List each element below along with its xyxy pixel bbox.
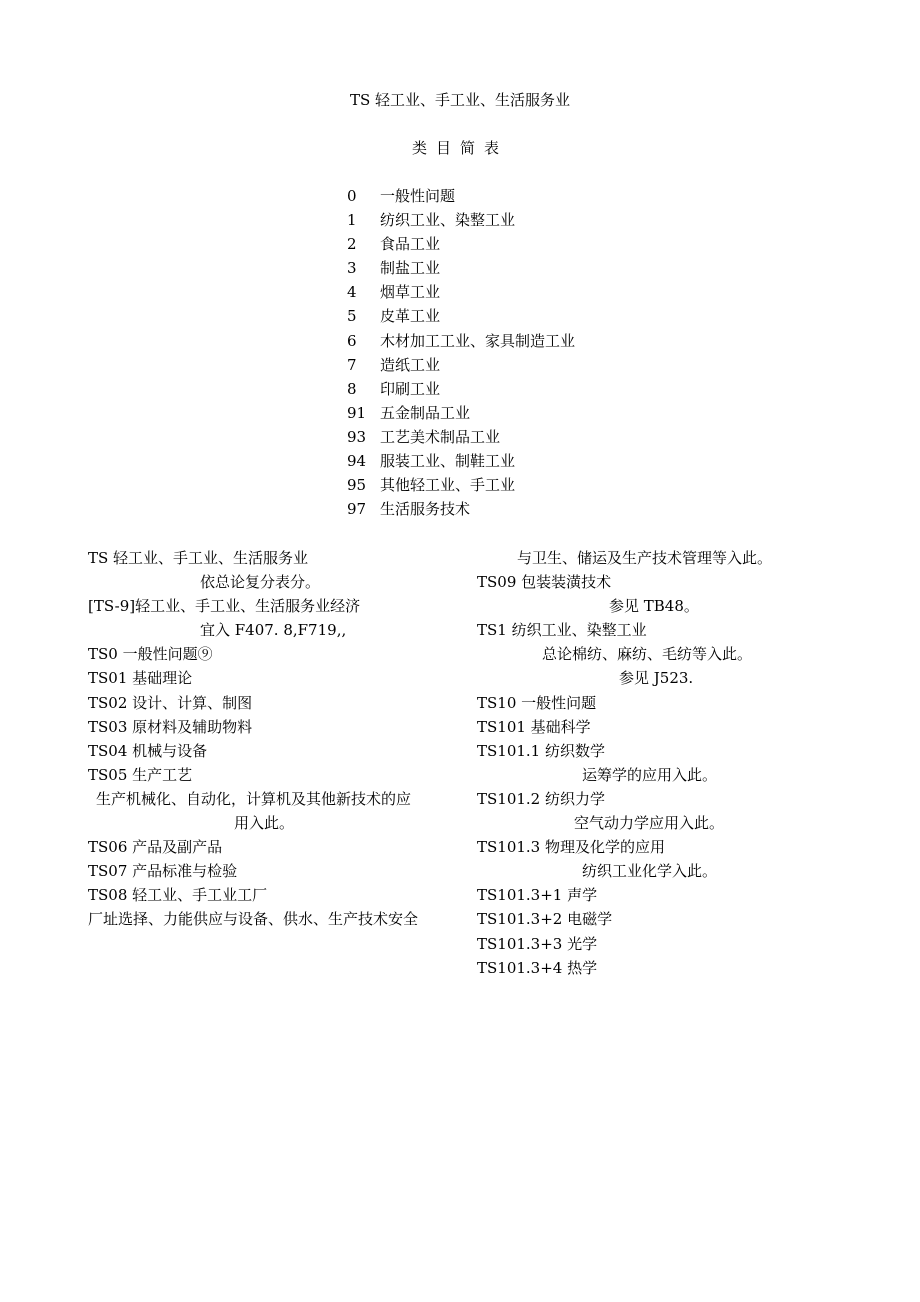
class-heading: TS09 包装装潢技术 <box>477 573 612 592</box>
class-note: 厂址选择、力能供应与设备、供水、生产技术安全 <box>88 910 419 929</box>
summary-item <box>347 497 575 521</box>
class-heading: TS08 轻工业、手工业工厂 <box>88 886 268 905</box>
class-heading: TS101.3+1 声学 <box>477 886 598 905</box>
class-note: 运筹学的应用入此。 <box>582 765 718 784</box>
summary-label: 印刷工业 <box>380 379 441 398</box>
summary-label: 其他轻工业、手工业 <box>380 476 516 495</box>
summary-code: 6 <box>347 331 357 350</box>
summary-item <box>347 449 575 473</box>
summary-item <box>347 425 575 449</box>
class-note: 总论棉纺、麻纺、毛纺等入此。 <box>542 645 753 664</box>
summary-label: 服装工业、制鞋工业 <box>380 452 516 471</box>
summary-item <box>347 280 575 304</box>
class-heading: TS04 机械与设备 <box>88 741 208 760</box>
summary-code: 0 <box>347 187 357 205</box>
class-heading: TS101.3+3 光学 <box>477 934 598 953</box>
summary-table-title: 类目简表 <box>411 139 508 157</box>
class-heading: TS101.3 物理及化学的应用 <box>477 838 665 857</box>
class-heading: TS101.1 纺织数学 <box>477 741 605 760</box>
summary-code: 94 <box>347 452 367 471</box>
summary-item <box>347 304 575 328</box>
summary-label: 一般性问题 <box>380 187 456 205</box>
summary-code: 1 <box>347 211 357 230</box>
class-heading: TS07 产品标准与检验 <box>88 862 238 881</box>
summary-label: 食品工业 <box>380 235 441 254</box>
class-note: 参见 J523. <box>619 669 694 688</box>
summary-item <box>347 377 575 401</box>
class-heading: TS10 一般性问题 <box>477 693 597 712</box>
summary-item <box>347 329 575 353</box>
class-note: 宜入 F407. 8,F719,, <box>200 621 347 640</box>
summary-item <box>347 473 575 497</box>
summary-code: 95 <box>347 476 367 495</box>
summary-code: 5 <box>347 307 357 326</box>
summary-item <box>347 353 575 377</box>
summary-item <box>347 184 575 208</box>
summary-label: 造纸工业 <box>380 355 441 374</box>
left-column <box>88 546 458 932</box>
summary-code: 2 <box>347 235 357 254</box>
class-heading: TS0 一般性问题⑨ <box>88 645 213 664</box>
class-heading: TS03 原材料及辅助物料 <box>88 717 253 736</box>
class-note: 纺织工业化学入此。 <box>582 862 718 881</box>
summary-item <box>347 232 575 256</box>
summary-item <box>347 208 575 232</box>
summary-item <box>347 256 575 280</box>
class-heading: TS02 设计、计算、制图 <box>88 693 253 712</box>
summary-list <box>347 184 575 521</box>
class-heading: TS01 基础理论 <box>88 669 193 688</box>
class-heading: TS05 生产工艺 <box>88 765 193 784</box>
class-note: 空气动力学应用入此。 <box>574 814 725 833</box>
class-heading: TS101.2 纺织力学 <box>477 789 605 808</box>
class-heading: TS06 产品及副产品 <box>88 838 223 857</box>
summary-code: 8 <box>347 379 357 398</box>
summary-code: 91 <box>347 403 367 422</box>
summary-code: 97 <box>347 500 367 519</box>
right-column <box>477 546 807 980</box>
class-heading: TS101 基础科学 <box>477 717 591 736</box>
class-note: 依总论复分表分。 <box>200 573 321 592</box>
page-title: TS 轻工业、手工业、生活服务业 <box>349 91 571 109</box>
class-heading: TS101.3+4 热学 <box>477 958 598 977</box>
summary-code: 93 <box>347 427 367 446</box>
class-heading: TS 轻工业、手工业、生活服务业 <box>88 549 309 567</box>
summary-label: 生活服务技术 <box>380 500 471 519</box>
class-heading: TS1 纺织工业、染整工业 <box>477 621 647 640</box>
class-note: 参见 TB48。 <box>609 597 699 616</box>
class-heading: TS101.3+2 电磁学 <box>477 910 613 929</box>
summary-item <box>347 401 575 425</box>
summary-label: 制盐工业 <box>380 259 441 278</box>
summary-label: 木材加工工业、家具制造工业 <box>380 331 576 350</box>
class-heading: [TS-9]轻工业、手工业、生活服务业经济 <box>88 597 361 616</box>
summary-label: 纺织工业、染整工业 <box>380 211 516 230</box>
class-note: 与卫生、储运及生产技术管理等入此。 <box>517 549 773 567</box>
summary-label: 工艺美术制品工业 <box>380 427 501 446</box>
class-note: 生产机械化、自动化，计算机及其他新技术的应 <box>96 789 412 808</box>
class-note: 用入此。 <box>234 814 295 833</box>
summary-label: 五金制品工业 <box>380 403 471 422</box>
summary-code: 7 <box>347 355 357 374</box>
summary-code: 3 <box>347 259 357 278</box>
summary-label: 皮革工业 <box>380 307 441 326</box>
summary-label: 烟草工业 <box>380 283 441 302</box>
summary-code: 4 <box>347 283 357 302</box>
